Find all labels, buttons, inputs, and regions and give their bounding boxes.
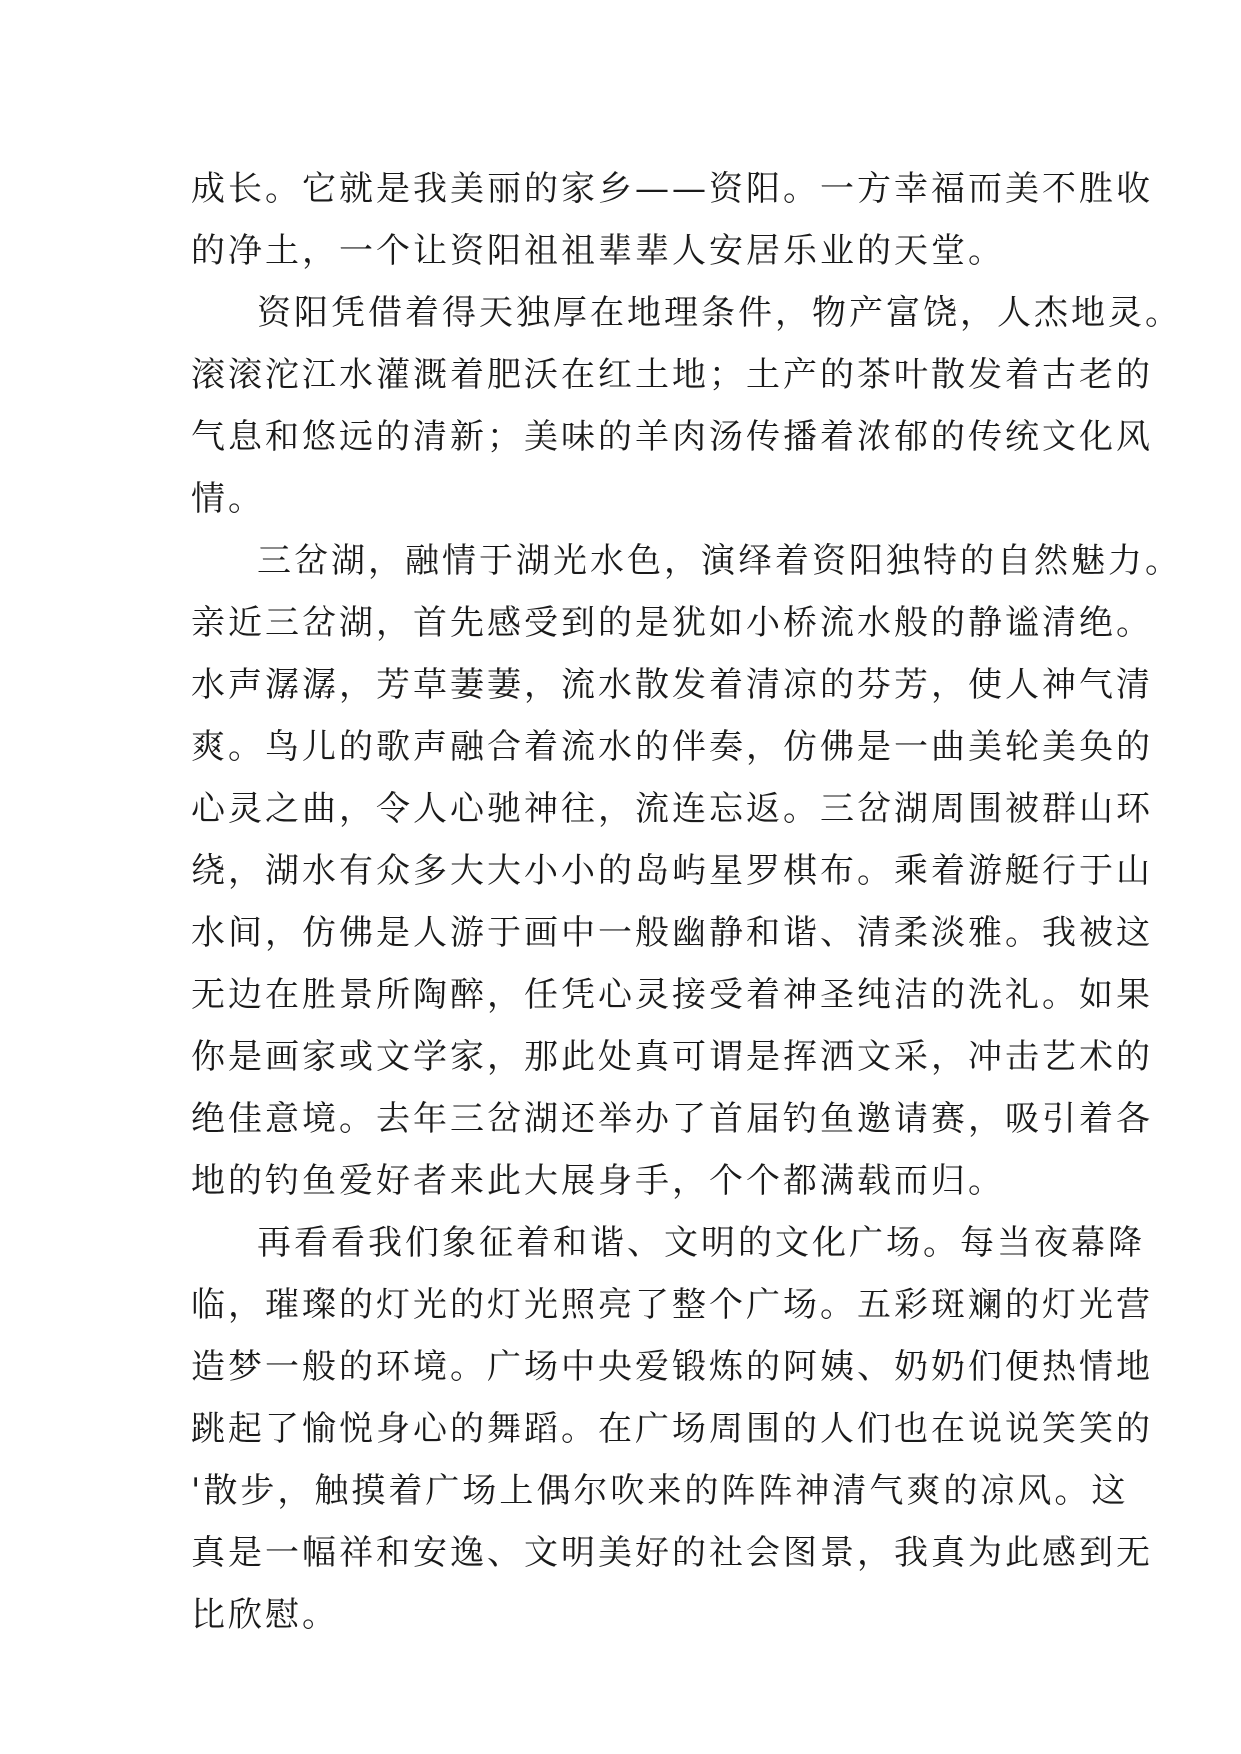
text-line: 真是一幅祥和安逸、文明美好的社会图景，我真为此感到无 [191,1533,1153,1573]
document-body [191,158,1182,1646]
text-line: 情。 [191,479,265,519]
text-line: 造梦一般的环境。广场中央爱锻炼的阿姨、奶奶们便热情地 [191,1347,1153,1387]
text-line: 绕，湖水有众多大大小小的岛屿星罗棋布。乘着游艇行于山 [191,851,1153,891]
text-line: 成长。它就是我美丽的家乡——资阳。一方幸福而美不胜收 [191,169,1153,209]
paragraph [191,158,1153,282]
paragraph [191,1212,1153,1646]
text-line: 再看看我们象征着和谐、文明的文化广场。每当夜幕降 [257,1223,1145,1263]
text-line: 跳起了愉悦身心的舞蹈。在广场周围的人们也在说说笑笑的 [191,1409,1153,1449]
text-line: 的净土，一个让资阳祖祖辈辈人安居乐业的天堂。 [191,231,1005,271]
text-line: 你是画家或文学家，那此处真可谓是挥洒文采，冲击艺术的 [191,1037,1153,1077]
text-line: 资阳凭借着得天独厚在地理条件，物产富饶，人杰地灵。 [257,293,1182,333]
text-line: 心灵之曲，令人心驰神往，流连忘返。三岔湖周围被群山环 [191,789,1153,829]
text-line: 地的钓鱼爱好者来此大展身手，个个都满载而归。 [191,1161,1005,1201]
text-line: '散步，触摸着广场上偶尔吹来的阵阵神清气爽的凉风。这 [191,1471,1129,1511]
text-line: 绝佳意境。去年三岔湖还举办了首届钓鱼邀请赛，吸引着各 [191,1099,1153,1139]
paragraph [191,282,1182,530]
text-line: 水声潺潺，芳草萋萋，流水散发着清凉的芬芳，使人神气清 [191,665,1153,705]
text-line: 水间，仿佛是人游于画中一般幽静和谐、清柔淡雅。我被这 [191,913,1153,953]
paragraph [191,530,1182,1212]
text-line: 爽。鸟儿的歌声融合着流水的伴奏，仿佛是一曲美轮美奂的 [191,727,1153,767]
text-line: 无边在胜景所陶醉，任凭心灵接受着神圣纯洁的洗礼。如果 [191,975,1153,1015]
text-line: 临，璀璨的灯光的灯光照亮了整个广场。五彩斑斓的灯光营 [191,1285,1153,1325]
text-line: 滚滚沱江水灌溉着肥沃在红土地；土产的茶叶散发着古老的 [191,355,1153,395]
text-line: 三岔湖，融情于湖光水色，演绎着资阳独特的自然魅力。 [257,541,1182,581]
text-line: 亲近三岔湖，首先感受到的是犹如小桥流水般的静谧清绝。 [191,603,1153,643]
text-line: 气息和悠远的清新；美味的羊肉汤传播着浓郁的传统文化风 [191,417,1153,457]
text-line: 比欣慰。 [191,1595,339,1635]
